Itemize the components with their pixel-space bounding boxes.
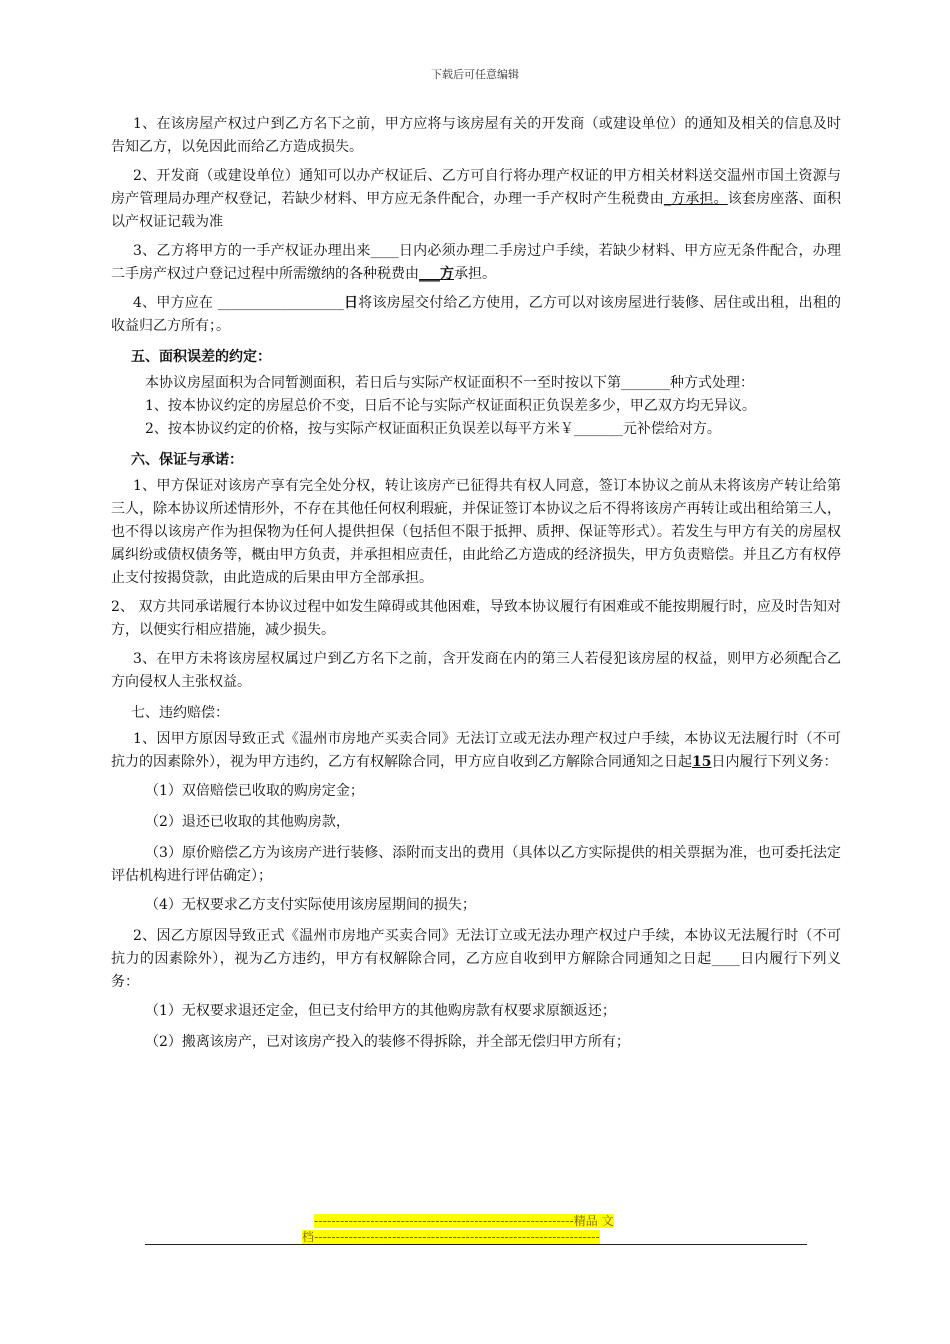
- paragraph-3: 3、乙方将甲方的一手产权证办理出来____日内必须办理二手房过户手续，若缺少材料、甲方应无条件配合，办理二手房产权过户登记过程中所需缴纳的各种税费由___方承担。: [111, 243, 842, 282]
- footer-line-2: 档------------------------------------------------------------------: [302, 1230, 600, 1244]
- page-header: 下载后可任意编辑: [431, 68, 519, 81]
- obligation-b2: （2）搬离该房产，已对该房产投入的装修不得拆除，并全部无偿归甲方所有；: [145, 1034, 630, 1050]
- document-body: [111, 113, 841, 1062]
- section-7-title: 七、违约赔偿：: [131, 705, 229, 721]
- obligation-a3: （3）原价赔偿乙方为该房产进行装修、添附而支出的费用（具体以乙方实际提供的相关票据为准，也可委托法定评估机构进行评估确定）；: [111, 845, 841, 884]
- footer-rule: [145, 1244, 807, 1245]
- obligation-a2: （2）退还已收取的其他购房款，: [145, 814, 350, 830]
- footer-line-1: ------------------------------------------------------------精品 文: [314, 1214, 614, 1228]
- section-5-intro: 本协议房屋面积为合同暂测面积，若日后与实际产权证面积不一至时按以下第_______种方式处理：: [145, 375, 754, 391]
- section-7-item-1: 1、因甲方原因导致正式《温州市房地产买卖合同》无法订立或无法办理产权过户手续，本协议无法履行时（不可抗力的因素除外），视为甲方违约，乙方有权解除合同，甲方应自收到乙方解除合同通知之日起15日内履行下列义务：: [111, 731, 841, 770]
- section-6-title: 六、保证与承诺：: [131, 452, 243, 468]
- obligation-a1: （1）双倍赔偿已收取的购房定金；: [145, 783, 364, 799]
- footer-watermark: [302, 1213, 646, 1245]
- section-6-item-2: 2、 双方共同承诺履行本协议过程中如发生障碍或其他困难，导致本协议履行有困难或不能按期履行时，应及时告知对方，以便实行相应措施，减少损失。: [111, 599, 841, 638]
- section-6-item-3: 3、在甲方未将该房屋权属过户到乙方名下之前，含开发商在内的第三人若侵犯该房屋的权益，则甲方必须配合乙方向侵权人主张权益。: [111, 651, 841, 690]
- section-5-item-2: 2、按本协议约定的价格，按与实际产权证面积正负误差以每平方米￥_______元补偿给对方。: [145, 421, 721, 437]
- obligation-b1: （1）无权要求退还定金，但已支付给甲方的其他购房款有权要求原额返还；: [145, 1003, 616, 1019]
- section-5-item-1: 1、按本协议约定的房屋总价不变，日后不论与实际产权证面积正负误差多少，甲乙双方均无异议。: [145, 398, 756, 414]
- section-6-item-1: 1、甲方保证对该房产享有完全处分权，转让该房产已征得共有权人同意，签订本协议之前从未将该房产转让给第三人，除本协议所述情形外，不存在其他任何权利瑕疵，并保证签订本协议之后不得将该房产再转让或出租给第三人，也不得以该房产作为担保物为任何人提供担保（包括但不限于抵押、质押、保证等形式）。若发生与甲方有关的房屋权属纠纷或债权债务等，概由甲方负责，并承担相应责任，由此给乙方造成的经济损失，甲方负责赔偿。并且乙方有权停止支付按揭贷款，由此造成的后果由甲方全部承担。: [111, 478, 841, 586]
- paragraph-4: 4、甲方应在 __________________日将该房屋交付给乙方使用，乙方可以对该房屋进行装修、居住或出租，出租的收益归乙方所有；。: [111, 295, 842, 334]
- paragraph-1: 1、在该房屋产权过户到乙方名下之前，甲方应将与该房屋有关的开发商（或建设单位）的通知及相关的信息及时告知乙方，以免因此而给乙方造成损失。: [111, 116, 841, 155]
- section-7-item-2: 2、因乙方原因导致正式《温州市房地产买卖合同》无法订立或无法办理产权过户手续，本协议无法履行时（不可抗力的因素除外），视为乙方违约，甲方有权解除合同，乙方应自收到甲方解除合同通知之日起____日内履行下列义务：: [111, 928, 842, 990]
- obligation-a4: （4）无权要求乙方支付实际使用该房屋期间的损失；: [145, 897, 476, 913]
- paragraph-2: 2、开发商（或建设单位）通知可以办产权证后、乙方可自行将办理产权证的甲方相关材料送交温州市国土资源与房产管理局办理产权登记，若缺少材料、甲方应无条件配合，办理一手产权时产生税费由_方承担。该套房座落、面积以产权证记载为准: [111, 168, 842, 230]
- section-5-title: 五、面积误差的约定：: [131, 349, 271, 365]
